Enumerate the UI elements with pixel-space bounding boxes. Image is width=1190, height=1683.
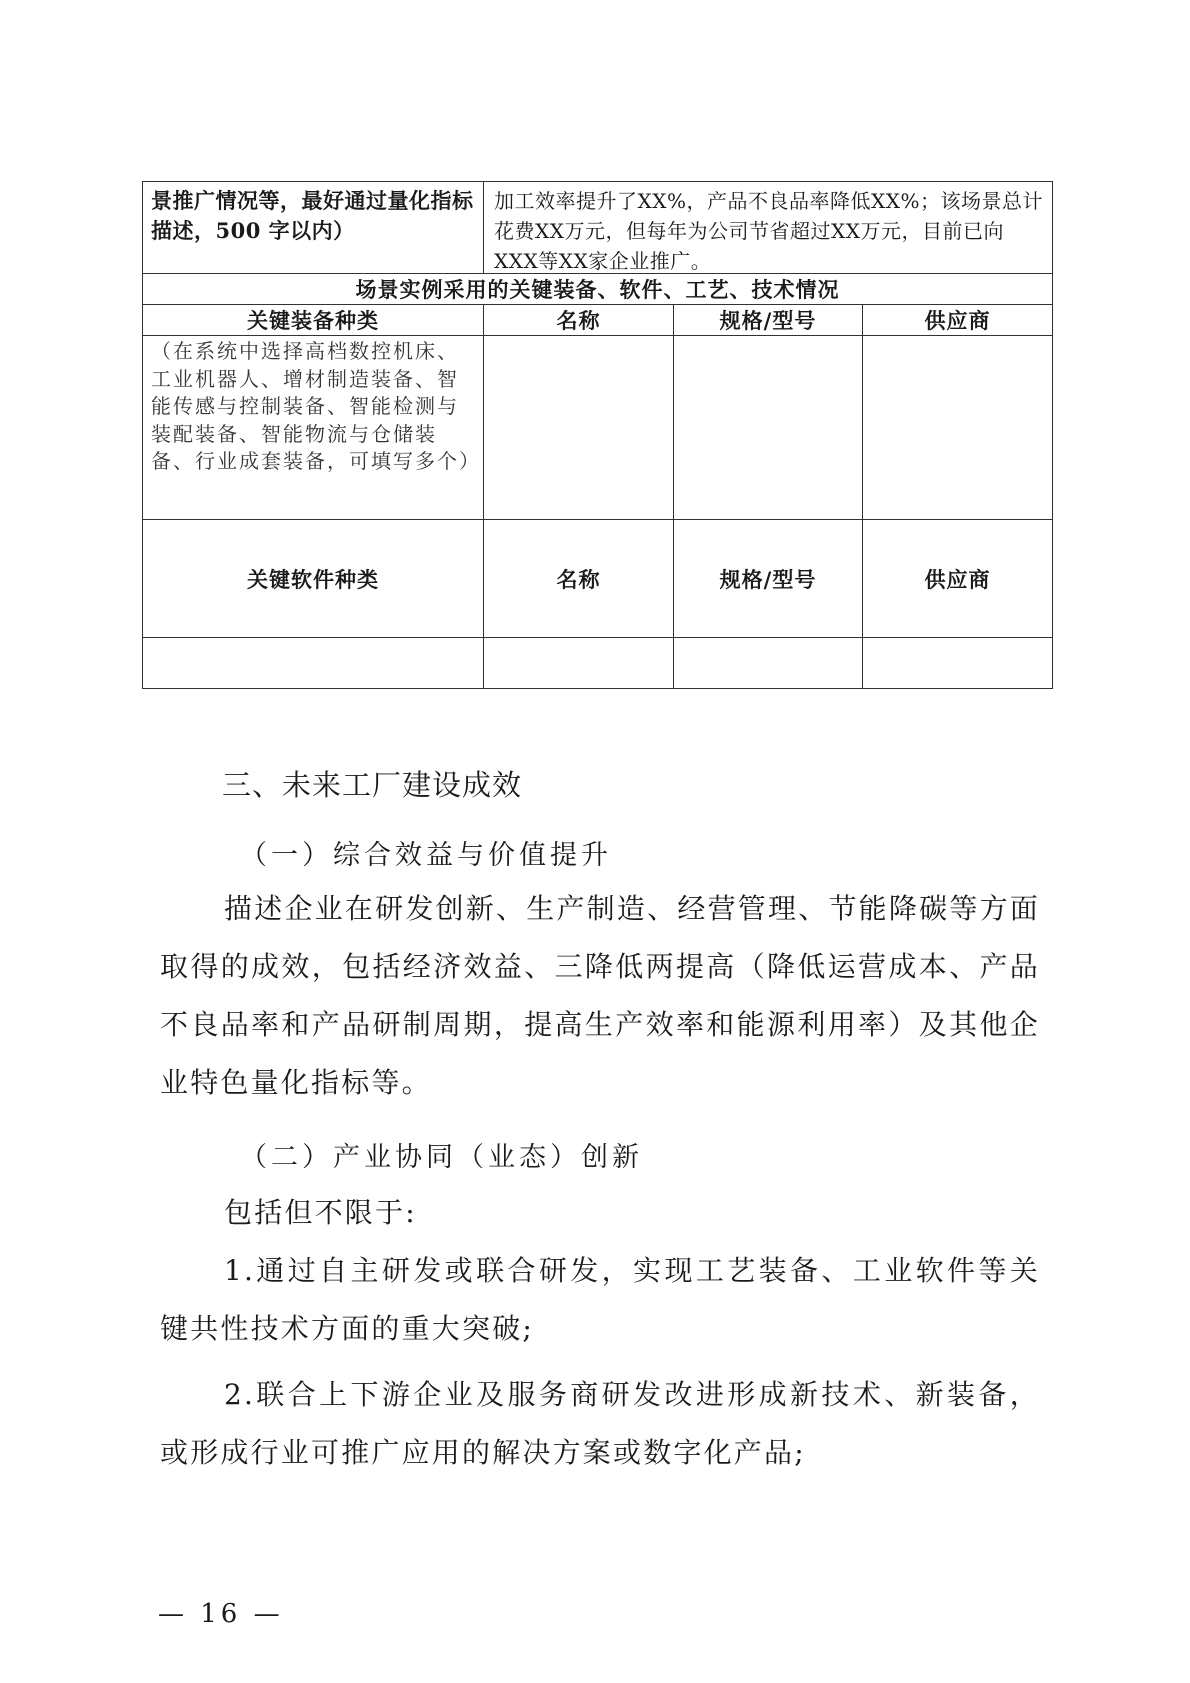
scenario-table — [142, 181, 1053, 689]
page-number: — 16 — — [158, 1599, 284, 1629]
paragraph-item-2: 2.联合上下游企业及服务商研发改进形成新技术、新装备，或形成行业可推广应用的解决方案或数字化产品; — [160, 1378, 1040, 1469]
software-model-header: 规格/型号 — [719, 566, 817, 592]
equipment-model-cell[interactable] — [674, 336, 862, 519]
criteria-description-cell: 景推广情况等，最好通过量化指标描述，500 字以内） — [151, 188, 474, 243]
section-heading: 三、未来工厂建设成效 — [222, 768, 523, 802]
software-model-cell[interactable] — [674, 638, 862, 688]
paragraph-item-1: 1.通过自主研发或联合研发，实现工艺装备、工业软件等关键共性技术方面的重大突破; — [160, 1254, 1040, 1345]
equipment-name-cell[interactable] — [484, 336, 673, 519]
equipment-type-header: 关键装备种类 — [247, 308, 379, 333]
software-supplier-cell[interactable] — [863, 638, 1052, 688]
column-divider — [483, 304, 484, 335]
criteria-example-cell: 加工效率提升了XX%，产品不良品率降低XX%；该场景总计花费XX万元，但每年为公司节省超过XX万元，目前已向XXX等XX家企业推广。 — [494, 189, 1043, 273]
software-type-header: 关键软件种类 — [247, 566, 379, 592]
equipment-supplier-cell[interactable] — [863, 336, 1052, 519]
equipment-model-header: 规格/型号 — [719, 308, 817, 333]
column-divider — [673, 304, 674, 335]
column-divider — [862, 304, 863, 335]
software-type-cell[interactable] — [143, 638, 483, 688]
paragraph-benefits: 描述企业在研发创新、生产制造、经营管理、节能降碳等方面取得的成效，包括经济效益、三降低两提高（降低运营成本、产品不良品率和产品研制周期，提高生产效率和能源利用率）及其他企业特色量化指标等。 — [160, 892, 1040, 1099]
software-supplier-header: 供应商 — [924, 566, 991, 592]
table-section-title: 场景实例采用的关键装备、软件、工艺、技术情况 — [355, 277, 840, 302]
paragraph-intro: 包括但不限于: — [224, 1196, 417, 1229]
subsection-heading-2: （二）产业协同（业态）创新 — [240, 1142, 643, 1173]
software-name-cell[interactable] — [484, 638, 673, 688]
equipment-type-note: （在系统中选择高档数控机床、工业机器人、增材制造装备、智能传感与控制装备、智能检测与装配装备、智能物流与仓储装备、行业成套装备，可填写多个） — [151, 339, 481, 473]
equipment-name-header: 名称 — [556, 308, 601, 333]
subsection-heading-1: （一）综合效益与价值提升 — [240, 840, 612, 871]
equipment-supplier-header: 供应商 — [924, 308, 991, 333]
software-name-header: 名称 — [556, 566, 601, 592]
